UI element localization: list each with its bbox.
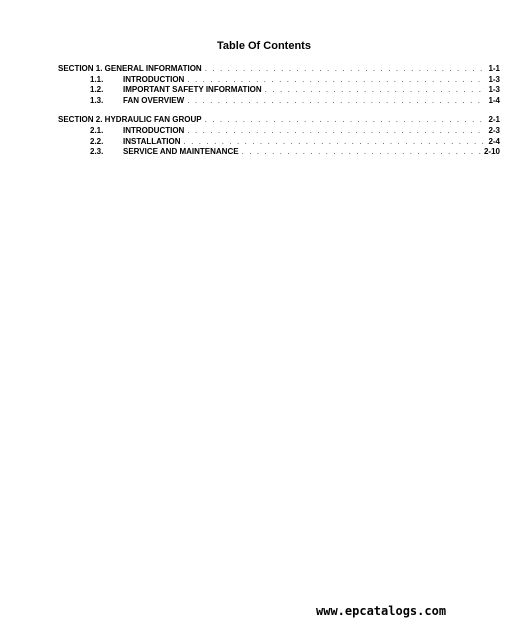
entry-number: 2.1.	[90, 125, 104, 135]
toc-section-heading-row[interactable]	[58, 115, 500, 126]
toc-section-2	[58, 115, 500, 157]
entry-label: INTRODUCTION	[123, 125, 185, 135]
document-title: Table Of Contents	[217, 40, 311, 52]
section-heading: SECTION 2. HYDRAULIC FAN GROUP	[58, 115, 202, 125]
entry-number: 1.1.	[90, 74, 104, 84]
toc-entry-row[interactable]	[58, 75, 500, 86]
page-number: 2-3	[488, 125, 500, 135]
dot-leader	[187, 96, 485, 107]
page-number: 2-4	[488, 136, 500, 146]
page-number: 1-3	[488, 74, 500, 84]
entry-label: IMPORTANT SAFETY INFORMATION	[123, 85, 262, 95]
entry-number: 1.2.	[90, 85, 104, 95]
watermark-url: www.epcatalogs.com	[316, 604, 447, 618]
toc-section-1	[58, 64, 500, 106]
dot-leader	[187, 126, 485, 137]
dot-leader	[183, 137, 485, 148]
entry-label: SERVICE AND MAINTENANCE	[123, 147, 239, 157]
entry-label: INTRODUCTION	[123, 74, 185, 84]
dot-leader	[205, 115, 486, 126]
dot-leader	[205, 64, 486, 75]
toc-entry-row[interactable]	[58, 137, 500, 148]
entry-number: 2.2.	[90, 136, 104, 146]
page-number: 2-1	[488, 115, 500, 125]
entry-number: 1.3.	[90, 95, 104, 105]
dot-leader	[187, 75, 485, 86]
entry-label: INSTALLATION	[123, 136, 181, 146]
page-number: 1-3	[488, 85, 500, 95]
dot-leader	[242, 147, 481, 158]
table-of-contents	[58, 64, 500, 167]
entry-number: 2.3.	[90, 147, 104, 157]
toc-entry-row[interactable]	[58, 85, 500, 96]
toc-entry-row[interactable]	[58, 147, 500, 158]
toc-entry-row[interactable]	[58, 96, 500, 107]
page-number: 1-4	[488, 95, 500, 105]
toc-entry-row[interactable]	[58, 126, 500, 137]
section-heading: SECTION 1. GENERAL INFORMATION	[58, 64, 202, 73]
dot-leader	[265, 85, 486, 96]
entry-label: FAN OVERVIEW	[123, 95, 185, 105]
page-number: 1-1	[488, 64, 500, 73]
page-number: 2-10	[483, 147, 500, 157]
toc-section-heading-row[interactable]	[58, 64, 500, 75]
